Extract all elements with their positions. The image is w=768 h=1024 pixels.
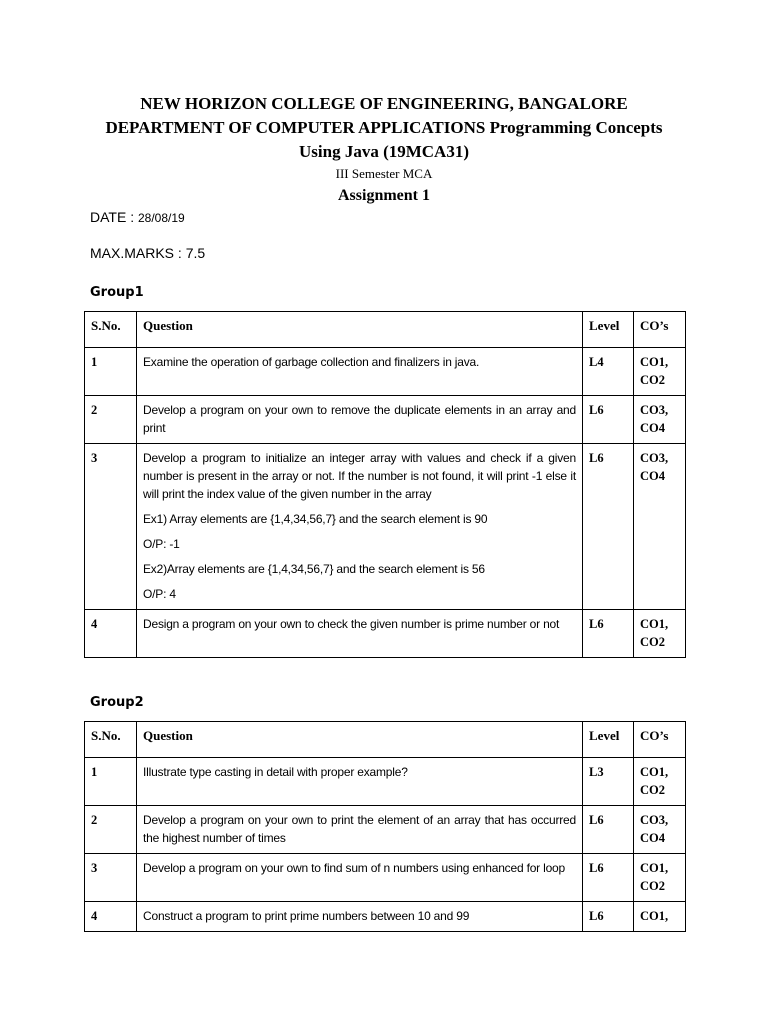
row-co: CO3, — [640, 451, 669, 465]
header-sno: S.No. — [85, 722, 137, 758]
table-row — [85, 610, 686, 658]
row-co: CO1, — [640, 355, 669, 369]
row-co: CO1, — [640, 617, 669, 631]
row-question: Construct a program to print prime numbers between 10 and 99 — [137, 902, 583, 932]
date-label: DATE : — [90, 209, 138, 225]
row-cos — [634, 610, 686, 658]
row-cos — [634, 444, 686, 610]
row-question: Develop a program on your own to print the element of an array that has occurred the highest number of times — [137, 806, 583, 854]
row-level: L4 — [583, 348, 634, 396]
row-sno: 3 — [85, 444, 137, 610]
department-title: DEPARTMENT OF COMPUTER APPLICATIONS Programming Concepts — [105, 118, 663, 137]
row-level: L6 — [583, 854, 634, 902]
group1-title: Group1 — [90, 285, 144, 300]
max-marks-label: MAX.MARKS : — [90, 245, 186, 261]
row-co: CO2 — [640, 635, 665, 649]
table-row — [85, 396, 686, 444]
row-co: CO4 — [640, 421, 665, 435]
row-sno: 4 — [85, 902, 137, 932]
row-sno: 3 — [85, 854, 137, 902]
header-cos: CO’s — [634, 312, 686, 348]
header-level: Level — [583, 312, 634, 348]
group2-title: Group2 — [90, 695, 144, 710]
date-value: 28/08/19 — [137, 211, 185, 225]
group2-table — [84, 721, 686, 932]
table-header-row — [85, 312, 686, 348]
header-level: Level — [583, 722, 634, 758]
row-question-text: Develop a program to initialize an integer array with values and check if a given number is present in the array or not. If the number is not found, it will print -1 else it will print the index value of the given number in the array — [143, 451, 576, 501]
row-level: L3 — [583, 758, 634, 806]
date-line — [90, 209, 185, 225]
table-row — [85, 444, 686, 610]
row-sno: 1 — [85, 348, 137, 396]
output-1-line: O/P: -1 — [143, 537, 180, 551]
row-question: Design a program on your own to check the given number is prime number or not — [137, 610, 583, 658]
row-level: L6 — [583, 610, 634, 658]
row-co: CO2 — [640, 373, 665, 387]
semester-label: III Semester MCA — [335, 166, 433, 181]
table-row — [85, 854, 686, 902]
row-question: Illustrate type casting in detail with proper example? — [137, 758, 583, 806]
row-co: CO3, — [640, 403, 669, 417]
row-co: CO3, — [640, 813, 669, 827]
row-sno: 4 — [85, 610, 137, 658]
row-level: L6 — [583, 806, 634, 854]
assignment-title: Assignment 1 — [337, 187, 430, 204]
header-sno: S.No. — [85, 312, 137, 348]
course-title: Using Java (19MCA31) — [299, 142, 469, 161]
row-co: CO4 — [640, 469, 665, 483]
row-question — [137, 444, 583, 610]
table-header-row — [85, 722, 686, 758]
college-title: NEW HORIZON COLLEGE OF ENGINEERING, BANGALORE — [140, 94, 628, 113]
row-co: CO2 — [640, 783, 665, 797]
row-level: L6 — [583, 444, 634, 610]
row-cos — [634, 854, 686, 902]
table-row — [85, 758, 686, 806]
max-marks-value: 7.5 — [185, 245, 206, 261]
max-marks-line — [90, 245, 205, 261]
output-2-line: O/P: 4 — [143, 587, 176, 601]
row-sno: 1 — [85, 758, 137, 806]
header-question: Question — [137, 312, 583, 348]
row-cos — [634, 806, 686, 854]
row-sno: 2 — [85, 806, 137, 854]
row-co: CO1, — [640, 861, 669, 875]
header-cos: CO’s — [634, 722, 686, 758]
example-2-line: Ex2)Array elements are {1,4,34,56,7} and the search element is 56 — [143, 562, 485, 576]
header-question: Question — [137, 722, 583, 758]
row-co: CO2 — [640, 879, 665, 893]
row-cos — [634, 396, 686, 444]
row-cos — [634, 902, 686, 932]
row-question: Develop a program on your own to remove the duplicate elements in an array and print — [137, 396, 583, 444]
table-row — [85, 348, 686, 396]
row-cos — [634, 758, 686, 806]
row-cos — [634, 348, 686, 396]
row-co: CO1, — [640, 765, 669, 779]
row-question: Develop a program on your own to find sum of n numbers using enhanced for loop — [137, 854, 583, 902]
group1-table — [84, 311, 686, 658]
row-level: L6 — [583, 396, 634, 444]
table-row — [85, 806, 686, 854]
example-1-line: Ex1) Array elements are {1,4,34,56,7} and the search element is 90 — [143, 512, 488, 526]
row-sno: 2 — [85, 396, 137, 444]
row-co: CO4 — [640, 831, 665, 845]
row-question: Examine the operation of garbage collection and finalizers in java. — [137, 348, 583, 396]
row-level: L6 — [583, 902, 634, 932]
table-row — [85, 902, 686, 932]
row-co: CO1, — [640, 909, 669, 923]
